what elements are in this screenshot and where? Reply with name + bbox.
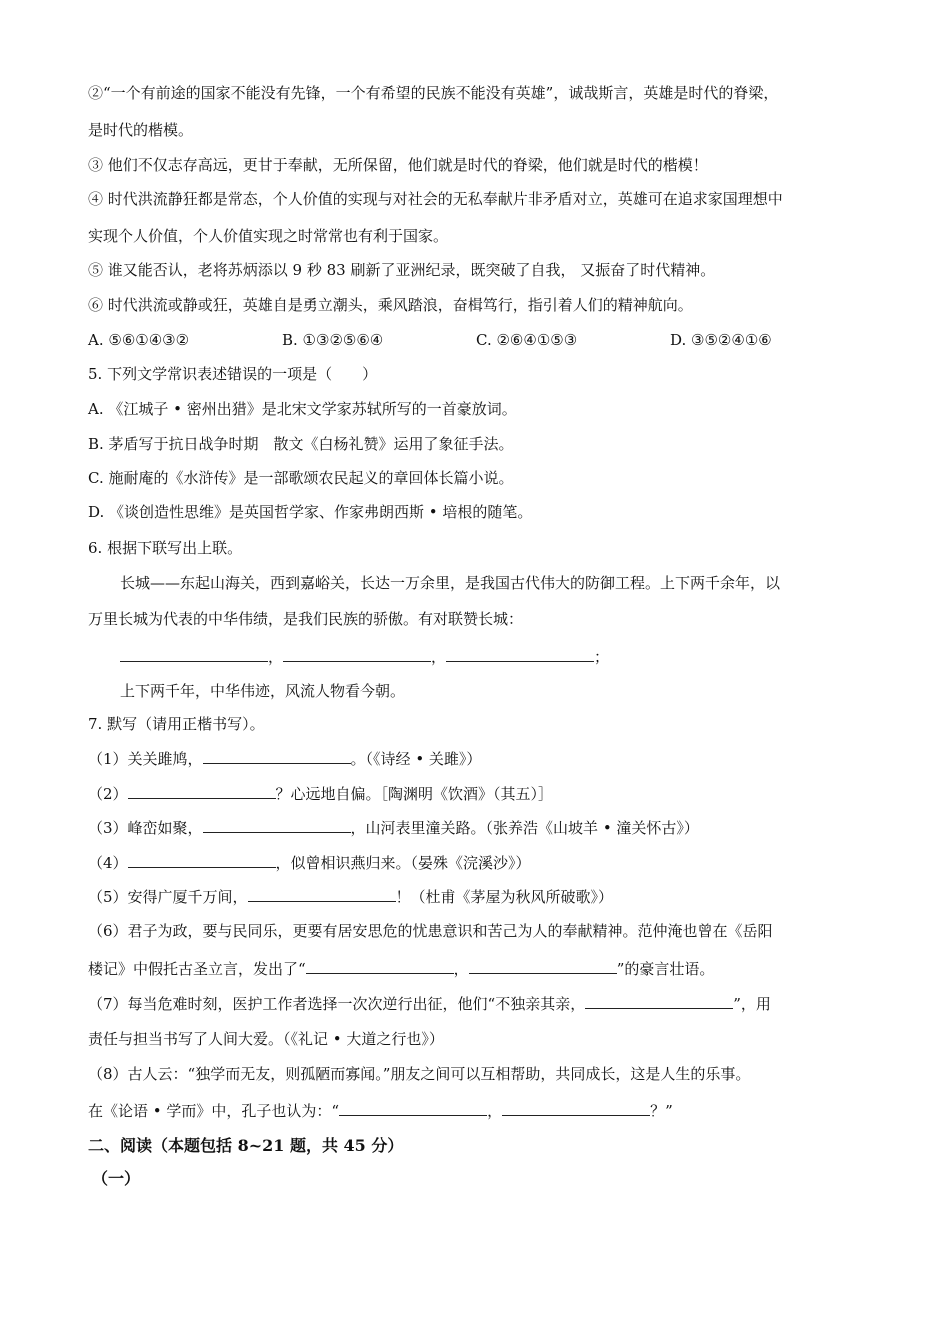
sentence-2-line-2: 是时代的楷模。 [88, 121, 194, 139]
q7-item-6-line-2: 楼记》中假托古圣立言，发出了“ ， ”的豪言壮语。 [88, 957, 714, 980]
q7-item-8-line-2: 在《论语 • 学而》中，孔子也认为：“ ， ？” [88, 1099, 673, 1122]
q5-stem: 5. 下列文学常识表述错误的一项是（ ） [88, 365, 378, 383]
answer-blank[interactable] [120, 645, 268, 662]
section-2-subheading: （一） [92, 1169, 141, 1188]
sentence-4-line-2: 实现个人价值，个人价值实现之时常常也有利于国家。 [88, 227, 449, 245]
q7-item-6-line-1: （6）君子为政，要与民同乐，更要有居安思危的忧患意识和苦己为人的奉献精神。范仲淹也曾在《岳阳 [88, 922, 773, 940]
q4-option-a: A. ⑤⑥①④③② [88, 331, 190, 349]
q4-option-d: D. ③⑤②④①⑥ [670, 331, 772, 349]
answer-blank[interactable] [203, 816, 351, 833]
answer-blank[interactable] [339, 1099, 487, 1116]
answer-blank[interactable] [248, 885, 396, 902]
q6-upper-couplet-blanks: ， ， ； [120, 645, 609, 668]
q5-option-a: A. 《江城子 • 密州出猎》是北宋文学家苏轼所写的一首豪放词。 [88, 400, 517, 418]
q5-option-c: C. 施耐庵的《水浒传》是一部歌颂农民起义的章回体长篇小说。 [88, 469, 514, 487]
q7-item-7-line-1: （7）每当危难时刻，医护工作者选择一次次逆行出征，他们“不独亲其亲， ”，用 [88, 992, 771, 1015]
answer-blank[interactable] [128, 782, 276, 799]
section-2-heading: 二、阅读（本题包括 8~21 题，共 45 分） [88, 1136, 404, 1155]
q7-stem: 7. 默写（请用正楷书写）。 [88, 715, 265, 733]
q7-item-3: （3）峰峦如聚， ，山河表里潼关路。（张养浩《山坡羊 • 潼关怀古》） [88, 816, 699, 839]
answer-blank[interactable] [469, 957, 617, 974]
answer-blank[interactable] [283, 645, 431, 662]
answer-blank[interactable] [203, 747, 351, 764]
q7-item-8-line-1: （8）古人云：“独学而无友，则孤陋而寡闻。”朋友之间可以互相帮助，共同成长，这是人生的乐事。 [88, 1065, 751, 1083]
sentence-4-line-1: ④ 时代洪流静狂都是常态，个人价值的实现与对社会的无私奉献片非矛盾对立，英雄可在追求家国理想中 [88, 190, 783, 208]
q7-item-5: （5）安得广厦千万间， ！（杜甫《茅屋为秋风所破歌》） [88, 885, 613, 908]
q6-passage-line-2: 万里长城为代表的中华伟绩，是我们民族的骄傲。有对联赞长城： [88, 610, 524, 628]
q7-item-4: （4） ，似曾相识燕归来。（晏殊《浣溪沙》） [88, 851, 531, 874]
sentence-2-line-1: ②“一个有前途的国家不能没有先锋，一个有希望的民族不能没有英雄”，诚哉斯言，英雄是时代的脊梁， [88, 84, 779, 102]
q6-passage-line-1: 长城——东起山海关，西到嘉峪关，长达一万余里，是我国古代伟大的防御工程。上下两千余年，以 [120, 574, 781, 592]
answer-blank[interactable] [585, 992, 733, 1009]
q7-item-1: （1）关关雎鸠， 。（《诗经 • 关雎》） [88, 747, 481, 770]
q5-option-d: D. 《谈创造性思维》是英国哲学家、作家弗朗西斯 • 培根的随笔。 [88, 503, 533, 521]
q7-item-2: （2） ？心远地自偏。［陶渊明《饮酒》（其五）］ [88, 782, 553, 805]
sentence-5: ⑤ 谁又能否认，老将苏炳添以 9 秒 83 刷新了亚洲纪录，既突破了自我， 又振奋了时代精神。 [88, 261, 716, 279]
q6-stem: 6. 根据下联写出上联。 [88, 539, 243, 557]
q4-option-b: B. ①③②⑤⑥④ [282, 331, 384, 349]
q5-option-b: B. 茅盾写于抗日战争时期 散文《白杨礼赞》运用了象征手法。 [88, 435, 514, 453]
sentence-6: ⑥ 时代洪流或静或狂，英雄自是勇立潮头，乘风踏浪，奋楫笃行，指引着人们的精神航向。 [88, 296, 693, 314]
q4-option-c: C. ②⑥④①⑤③ [476, 331, 578, 349]
answer-blank[interactable] [128, 851, 276, 868]
answer-blank[interactable] [502, 1099, 650, 1116]
sentence-3: ③ 他们不仅志存高远，更甘于奉献，无所保留，他们就是时代的脊梁，他们就是时代的楷模！ [88, 156, 708, 174]
q7-item-7-line-2: 责任与担当书写了人间大爱。（《礼记 • 大道之行也》） [88, 1030, 444, 1048]
answer-blank[interactable] [306, 957, 454, 974]
answer-blank[interactable] [446, 645, 594, 662]
q6-lower-couplet: 上下两千年，中华伟迹，风流人物看今朝。 [120, 682, 406, 700]
